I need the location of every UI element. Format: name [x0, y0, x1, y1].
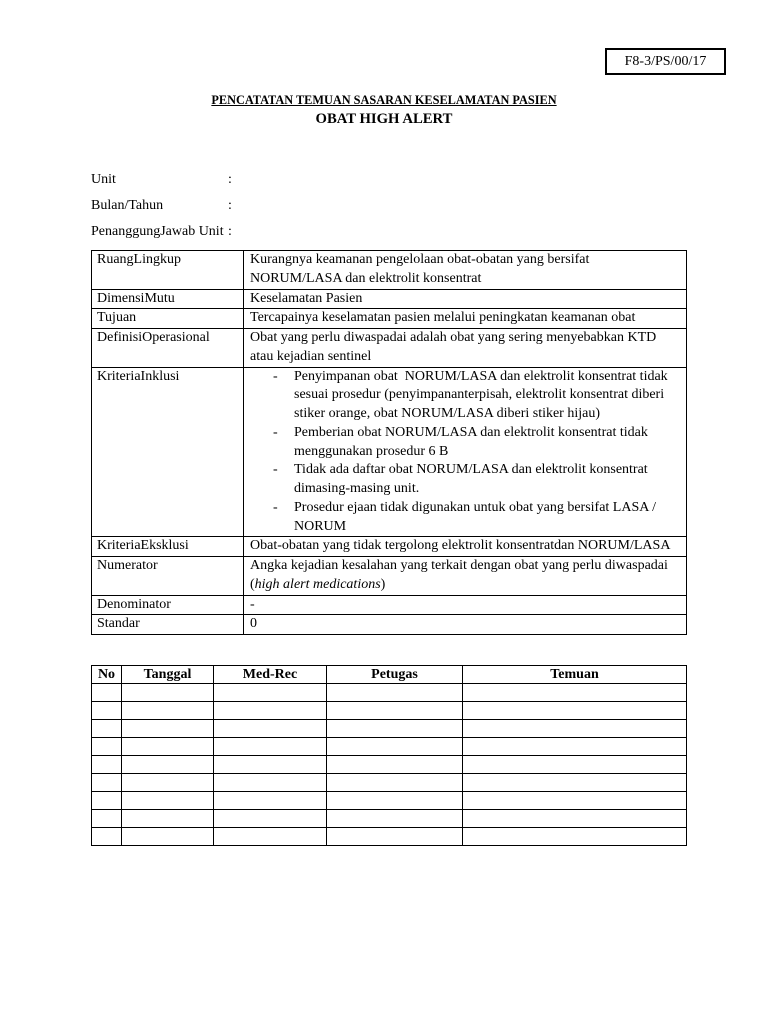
indicator-value — [244, 615, 687, 635]
indicator-value — [244, 537, 687, 557]
table-cell — [463, 756, 687, 774]
table-cell — [92, 756, 122, 774]
field-colon: : — [228, 172, 232, 187]
table-cell — [122, 756, 214, 774]
indicator-value — [244, 367, 687, 537]
indicator-label: KriteriaEksklusi — [92, 537, 244, 557]
list-dash: - — [273, 462, 278, 478]
table-cell — [214, 720, 327, 738]
table-row — [92, 684, 687, 702]
field-label: Bulan/Tahun — [91, 198, 164, 213]
field-label: PenanggungJawab Unit — [91, 224, 224, 239]
list-dash: - — [273, 424, 278, 440]
table-cell — [214, 828, 327, 846]
value-line: atau kejadian sentinel — [250, 348, 372, 364]
indicator-row — [92, 309, 687, 329]
list-item-line: dimasing-masing unit. — [294, 481, 420, 496]
indicator-row — [92, 367, 687, 537]
column-header: Med-Rec — [214, 666, 327, 684]
column-header: Petugas — [327, 666, 463, 684]
table-cell — [327, 792, 463, 810]
table-cell — [327, 738, 463, 756]
criteria-list-item — [250, 499, 686, 537]
log-header-row — [92, 666, 687, 684]
indicator-row — [92, 537, 687, 557]
value-line: NORUM/LASA dan elektrolit konsentrat — [250, 270, 482, 286]
table-cell — [463, 810, 687, 828]
table-row — [92, 810, 687, 828]
indicator-value — [244, 309, 687, 329]
indicator-label: Tujuan — [92, 309, 244, 329]
table-cell — [463, 738, 687, 756]
table-row — [92, 720, 687, 738]
column-header: No — [92, 666, 122, 684]
table-cell — [327, 828, 463, 846]
table-cell — [214, 756, 327, 774]
paren-open: ( — [250, 576, 255, 592]
paren-close: ) — [380, 576, 386, 592]
indicator-row — [92, 329, 687, 368]
indicator-label: Standar — [92, 615, 244, 635]
header-fields — [91, 171, 291, 249]
list-dash: - — [273, 368, 278, 384]
value-line: 0 — [250, 616, 257, 632]
table-cell — [92, 774, 122, 792]
table-cell — [463, 720, 687, 738]
table-cell — [463, 828, 687, 846]
indicator-row — [92, 251, 687, 290]
field-bulan-tahun — [91, 197, 291, 223]
table-cell — [463, 792, 687, 810]
document-code-box: F8-3/PS/00/17 — [605, 48, 726, 75]
field-penanggung-jawab — [91, 223, 291, 249]
table-cell — [463, 774, 687, 792]
value-line: Kurangnya keamanan pengelolaan obat-obatan yang bersifat — [250, 252, 590, 267]
table-cell — [122, 684, 214, 702]
table-cell — [122, 828, 214, 846]
list-item-line: Penyimpanan obat NORUM/LASA dan elektrolit konsentrat tidak — [294, 368, 668, 384]
field-unit — [91, 171, 291, 197]
table-cell — [122, 810, 214, 828]
column-header: Tanggal — [122, 666, 214, 684]
value-line — [250, 576, 686, 595]
table-cell — [214, 702, 327, 720]
indicator-value — [244, 595, 687, 615]
field-colon: : — [228, 224, 232, 239]
list-item-line: NORUM — [294, 518, 347, 534]
table-cell — [463, 702, 687, 720]
table-row — [92, 702, 687, 720]
table-cell — [214, 774, 327, 792]
table-cell — [92, 720, 122, 738]
value-line: - — [250, 596, 255, 612]
table-cell — [327, 702, 463, 720]
table-cell — [92, 684, 122, 702]
table-cell — [92, 792, 122, 810]
list-item-line: Pemberian obat NORUM/LASA dan elektrolit konsentrat tidak — [294, 424, 648, 440]
indicator-label: Denominator — [92, 595, 244, 615]
table-cell — [92, 738, 122, 756]
table-row — [92, 792, 687, 810]
indicator-value — [244, 329, 687, 368]
value-line: Keselamatan Pasien — [250, 290, 363, 306]
indicator-label: KriteriaInklusi — [92, 367, 244, 537]
value-line: Tercapainya keselamatan pasien melalui peningkatan keamanan obat — [250, 310, 636, 326]
field-label: Unit — [91, 172, 116, 187]
findings-log-table — [91, 665, 687, 846]
table-cell — [122, 738, 214, 756]
list-item-line: Prosedur ejaan tidak digunakan untuk obat yang bersifat LASA / — [294, 499, 656, 515]
indicator-label: Numerator — [92, 557, 244, 596]
indicator-value — [244, 251, 687, 290]
indicator-row — [92, 615, 687, 635]
table-cell — [327, 756, 463, 774]
value-line: Angka kejadian kesalahan yang terkait dengan obat yang perlu diwaspadai — [250, 558, 668, 573]
table-row — [92, 738, 687, 756]
indicator-row — [92, 289, 687, 309]
indicator-label: RuangLingkup — [92, 251, 244, 290]
document-subtitle: OBAT HIGH ALERT — [315, 111, 453, 127]
table-cell — [92, 828, 122, 846]
list-item-line: sesuai prosedur (penyimpananterpisah, elektrolit konsentrat diberi — [294, 387, 665, 403]
table-cell — [122, 702, 214, 720]
indicator-label: DefinisiOperasional — [92, 329, 244, 368]
indicator-table — [91, 250, 687, 635]
indicator-value — [244, 557, 687, 596]
table-row — [92, 774, 687, 792]
italic-term: high alert medications — [254, 576, 381, 592]
column-header: Temuan — [463, 666, 687, 684]
table-row — [92, 828, 687, 846]
indicator-value — [244, 289, 687, 309]
table-cell — [327, 810, 463, 828]
table-cell — [92, 810, 122, 828]
table-cell — [327, 684, 463, 702]
document-title — [0, 92, 768, 108]
table-cell — [122, 792, 214, 810]
table-cell — [92, 702, 122, 720]
table-cell — [214, 810, 327, 828]
table-cell — [463, 684, 687, 702]
criteria-list-item — [250, 461, 686, 499]
indicator-row — [92, 595, 687, 615]
list-item-line: stiker orange, obat NORUM/LASA diberi stiker hijau) — [294, 406, 601, 421]
table-cell — [214, 738, 327, 756]
criteria-list-item — [250, 368, 686, 424]
table-cell — [327, 720, 463, 738]
table-cell — [122, 774, 214, 792]
indicator-label: DimensiMutu — [92, 289, 244, 309]
table-cell — [214, 792, 327, 810]
list-item-line: menggunakan prosedur 6 B — [294, 443, 449, 459]
table-cell — [122, 720, 214, 738]
value-line: Obat yang perlu diwaspadai adalah obat yang sering menyebabkan KTD — [250, 330, 657, 345]
document-title-text: PENCATATAN TEMUAN SASARAN KESELAMATAN PASIEN — [211, 93, 557, 107]
list-dash: - — [273, 499, 278, 515]
table-row — [92, 756, 687, 774]
value-line: Obat-obatan yang tidak tergolong elektrolit konsentratdan NORUM/LASA — [250, 538, 671, 554]
indicator-row — [92, 557, 687, 596]
table-cell — [214, 684, 327, 702]
table-cell — [327, 774, 463, 792]
criteria-list-item — [250, 424, 686, 462]
field-colon: : — [228, 198, 232, 213]
list-item-line: Tidak ada daftar obat NORUM/LASA dan elektrolit konsentrat — [294, 462, 648, 478]
